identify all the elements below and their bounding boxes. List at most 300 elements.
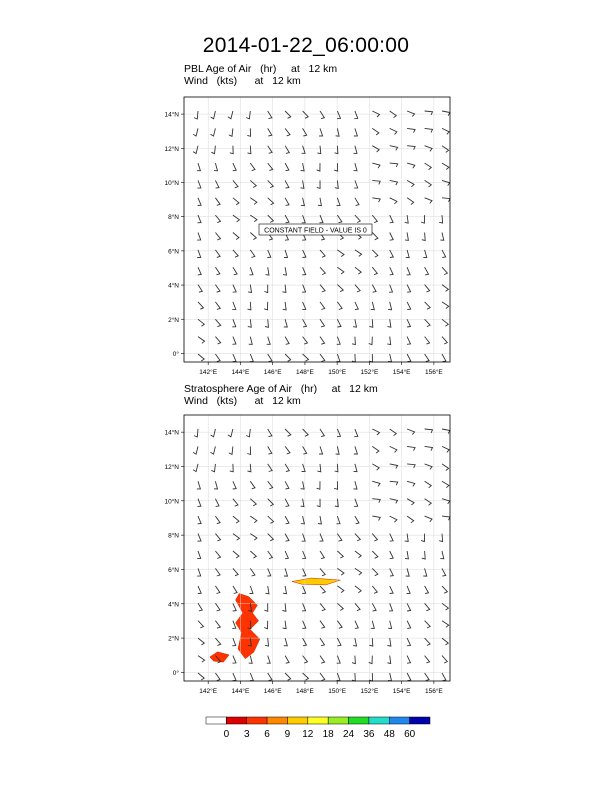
wind-barb	[285, 429, 291, 436]
wind-barb	[355, 516, 359, 524]
wind-barb	[233, 163, 237, 171]
wind-barb	[352, 656, 355, 664]
wind-barb	[425, 621, 431, 628]
wind-barb	[285, 499, 289, 507]
panel2-subtitle-line2: Wind (kts) at 12 km	[184, 395, 301, 407]
wind-barb	[285, 446, 290, 454]
x-tick-label: 148°E	[296, 369, 314, 376]
wind-barb	[390, 128, 397, 134]
wind-barb	[301, 180, 304, 188]
wind-barb	[442, 180, 450, 185]
wind-barb	[265, 319, 269, 327]
wind-barb	[233, 551, 239, 558]
wind-barb	[197, 499, 201, 507]
wind-barb	[425, 481, 432, 488]
colorbar-swatch	[328, 717, 348, 724]
y-tick-label: 8°N	[168, 214, 179, 222]
wind-barb	[390, 446, 397, 452]
wind-barb	[317, 464, 320, 472]
wind-barb	[285, 111, 291, 118]
wind-barb	[320, 285, 325, 292]
wind-barb	[193, 446, 198, 454]
x-tick-label: 148°E	[296, 688, 314, 695]
wind-barb	[354, 429, 358, 437]
wind-barb	[285, 516, 289, 524]
wind-barb	[372, 198, 380, 202]
colorbar-swatch	[267, 717, 287, 724]
colorbar-swatch	[247, 717, 267, 724]
colorbar-label: 3	[243, 729, 250, 740]
wind-barb	[354, 180, 358, 188]
wind-barb	[372, 586, 377, 593]
wind-barb	[247, 128, 250, 136]
wind-barb	[250, 198, 257, 205]
wind-barb	[355, 267, 361, 274]
wind-barb	[193, 128, 198, 136]
wind-barb	[425, 603, 430, 610]
wind-barb	[320, 111, 324, 119]
wind-barb	[267, 656, 271, 664]
wind-barb	[197, 233, 201, 241]
wind-barb	[232, 319, 236, 327]
wind-barb	[211, 111, 216, 119]
wind-barb	[250, 215, 257, 222]
wind-barb	[268, 673, 272, 681]
wind-barb	[390, 111, 397, 118]
wind-barb	[320, 354, 325, 362]
wind-barb	[371, 621, 375, 629]
wind-barb	[425, 337, 430, 345]
x-tick-label: 144°E	[231, 369, 250, 376]
colorbar-label: 9	[284, 729, 291, 740]
wind-barb	[250, 354, 254, 362]
wind-barb	[421, 534, 425, 542]
wind-barb	[425, 516, 432, 522]
wind-barb	[335, 499, 338, 507]
wind-barb	[390, 198, 397, 204]
constant-field-annotation	[259, 224, 372, 235]
wind-barb	[320, 429, 324, 437]
x-tick-label: 142°E	[199, 369, 218, 376]
wind-barb	[198, 516, 202, 524]
wind-barb	[198, 603, 202, 611]
wind-barb	[301, 163, 305, 171]
wind-barb	[215, 603, 220, 611]
wind-barb	[285, 551, 288, 559]
wind-barb	[355, 215, 360, 222]
wind-barb	[407, 354, 411, 362]
panel-2-plot	[164, 415, 450, 695]
wind-barb	[317, 499, 320, 507]
wind-barb	[407, 673, 411, 681]
wind-barb	[320, 337, 325, 345]
wind-barb	[233, 337, 237, 345]
wind-barb	[337, 111, 341, 119]
wind-barb	[407, 111, 415, 117]
wind-barb	[372, 146, 379, 152]
wind-barb	[285, 198, 289, 206]
wind-barb	[442, 302, 449, 309]
wind-barb	[198, 673, 204, 680]
wind-barb	[268, 128, 272, 136]
wind-barb	[442, 128, 449, 134]
wind-barb	[442, 319, 448, 326]
wind-barb	[425, 128, 433, 132]
wind-barb	[442, 198, 450, 202]
wind-barb	[388, 621, 392, 629]
wind-barb	[285, 337, 289, 345]
wind-barb	[354, 464, 358, 472]
wind-barb	[285, 534, 289, 542]
wind-barb	[198, 621, 204, 628]
wind-barb	[303, 319, 307, 327]
wind-barb	[249, 656, 253, 664]
wind-barb	[232, 621, 236, 629]
wind-barb	[215, 499, 219, 507]
wind-barb	[389, 603, 393, 611]
wind-barb	[355, 586, 361, 593]
wind-barb	[215, 673, 220, 681]
wind-barb	[337, 302, 342, 310]
annotation-text: CONSTANT FIELD - VALUE IS 0	[264, 227, 367, 235]
wind-barb	[372, 551, 378, 558]
colorbar-label: 0	[223, 729, 230, 740]
colorbar-swatch	[287, 717, 307, 724]
wind-barb	[264, 603, 267, 611]
wind-barb	[248, 146, 251, 154]
wind-barb	[442, 481, 449, 487]
wind-barb	[283, 586, 287, 594]
wind-barb	[320, 603, 325, 610]
wind-barb	[390, 551, 394, 559]
wind-barb	[388, 302, 392, 310]
wind-barb	[214, 163, 218, 171]
wind-barb	[317, 180, 320, 188]
wind-barb	[442, 146, 449, 153]
wind-barb	[250, 267, 254, 275]
wind-barb	[320, 656, 325, 664]
wind-barb	[335, 464, 338, 472]
page-title: 2014-01-22_06:00:00	[202, 34, 410, 57]
wind-barb	[215, 215, 220, 223]
wind-barb	[215, 621, 220, 629]
wind-barb	[405, 233, 408, 241]
wind-barb	[198, 319, 204, 326]
wind-barb	[439, 215, 442, 223]
wind-barb	[285, 128, 290, 136]
wind-barb	[303, 128, 307, 136]
wind-barb	[248, 302, 251, 310]
colorbar-swatch	[308, 717, 328, 724]
colorbar-label: 48	[383, 729, 395, 740]
wind-barb	[337, 285, 343, 292]
wind-barb	[442, 603, 448, 610]
colorbar-label: 24	[342, 729, 355, 740]
wind-barb	[301, 481, 305, 489]
wind-barb	[215, 180, 219, 188]
wind-barb	[214, 481, 218, 489]
y-tick-label: 2°N	[168, 316, 179, 324]
wind-barb	[407, 163, 415, 168]
wind-barb	[285, 481, 289, 489]
wind-barb	[284, 638, 288, 646]
wind-barb	[425, 198, 432, 204]
colorbar	[206, 717, 430, 740]
y-tick-label: 4°N	[168, 282, 179, 290]
wind-barb	[387, 656, 390, 664]
wind-barb	[250, 586, 254, 594]
wind-barb	[233, 673, 236, 681]
y-tick-label: 14°N	[164, 111, 179, 119]
wind-barb	[194, 111, 198, 119]
wind-barb	[355, 551, 361, 558]
wind-barb	[211, 446, 216, 454]
wind-barb	[387, 638, 391, 646]
wind-barb	[228, 429, 233, 437]
wind-barb	[320, 534, 324, 542]
wind-barb	[352, 673, 355, 681]
wind-barb	[320, 621, 325, 629]
wind-barb	[250, 499, 256, 506]
x-tick-label: 152°E	[360, 369, 379, 376]
wind-barb	[320, 215, 324, 223]
wind-barb	[335, 146, 338, 154]
wind-barb	[442, 163, 449, 169]
wind-barb	[215, 302, 220, 310]
wind-barb	[250, 673, 254, 681]
wind-barb	[301, 516, 305, 524]
wind-barb	[285, 464, 289, 472]
wind-barb	[233, 499, 238, 507]
wind-barb	[215, 551, 220, 559]
panel1-subtitle-line2: Wind (kts) at 12 km	[184, 75, 301, 87]
wind-barb	[337, 319, 341, 327]
wind-barb	[194, 429, 198, 437]
wind-barb	[282, 603, 286, 611]
wind-barb	[197, 481, 201, 489]
wind-barb	[198, 534, 202, 542]
wind-barb	[390, 233, 394, 241]
wind-barb	[197, 551, 201, 559]
wind-barb	[407, 656, 411, 664]
wind-barb	[407, 319, 410, 327]
wind-barb	[425, 354, 430, 362]
wind-barb	[303, 673, 309, 680]
colorbar-swatch	[349, 717, 369, 724]
wind-barb	[302, 586, 306, 594]
wind-barb	[285, 180, 289, 188]
colorbar-swatch	[226, 717, 246, 724]
wind-barb	[233, 481, 237, 489]
wind-barb	[230, 146, 233, 154]
wind-barb	[407, 285, 411, 293]
wind-barb	[407, 146, 415, 150]
wind-barb	[440, 233, 443, 241]
wind-barb	[247, 446, 250, 454]
wind-barb	[285, 656, 289, 664]
y-tick-label: 6°N	[168, 566, 179, 574]
wind-barb	[285, 215, 289, 223]
wind-barb	[337, 603, 343, 610]
wind-barb	[250, 180, 256, 187]
wind-barb	[285, 146, 289, 154]
filled-region-3	[292, 578, 340, 585]
wind-barb	[371, 302, 375, 310]
wind-barb	[355, 302, 358, 310]
wind-barb	[233, 215, 240, 222]
wind-barb	[355, 285, 360, 292]
wind-barb	[407, 621, 411, 629]
panel2-subtitle-line1: Stratosphere Age of Air (hr) at 12 km	[184, 383, 378, 395]
wind-barb	[425, 499, 432, 506]
y-tick-label: 4°N	[168, 601, 179, 609]
wind-barb	[352, 354, 355, 362]
colorbar-swatch	[410, 717, 430, 724]
wind-barb	[233, 656, 237, 664]
wind-barb	[268, 146, 272, 154]
wind-barb	[248, 319, 252, 327]
wind-barb	[369, 638, 372, 646]
wind-barb	[354, 481, 358, 489]
wind-barb	[442, 429, 450, 434]
wind-barb	[320, 319, 325, 327]
wind-barb	[387, 337, 390, 345]
filled-region-1	[236, 593, 260, 658]
wind-barb	[318, 516, 322, 524]
wind-barb	[233, 354, 236, 362]
wind-barb	[442, 638, 448, 645]
wind-barb	[215, 354, 220, 362]
wind-barb	[264, 621, 268, 629]
wind-barb	[425, 586, 429, 594]
wind-barb	[407, 481, 415, 486]
wind-barb	[372, 267, 377, 275]
wind-barb	[369, 319, 372, 327]
wind-barb	[407, 516, 414, 523]
wind-barb	[425, 285, 430, 292]
wind-barb	[407, 337, 411, 345]
wind-barb	[319, 446, 323, 454]
wind-barb	[337, 586, 344, 593]
wind-barb	[390, 180, 398, 185]
wind-barb	[215, 337, 220, 344]
wind-barb	[353, 638, 356, 646]
wind-barb	[284, 319, 288, 327]
wind-barb	[407, 586, 411, 594]
wind-barb	[407, 128, 415, 132]
wind-barb	[442, 586, 447, 593]
y-tick-label: 6°N	[168, 248, 179, 256]
wind-barb	[407, 446, 415, 450]
wind-barb	[442, 656, 447, 663]
wind-barb	[198, 267, 201, 275]
wind-barb	[268, 464, 272, 472]
wind-barb	[421, 215, 425, 223]
wind-barb	[425, 673, 430, 681]
wind-barb	[390, 516, 397, 522]
wind-barb	[229, 446, 233, 454]
colorbar-swatch	[206, 717, 226, 724]
wind-barb	[302, 302, 306, 310]
wind-barb	[442, 516, 450, 520]
wind-barb	[337, 429, 341, 437]
wind-barb	[425, 638, 431, 645]
wind-barb	[198, 586, 201, 594]
wind-barb	[425, 656, 430, 663]
wind-barb	[354, 111, 358, 119]
wind-barb	[354, 128, 358, 136]
wind-barb	[354, 163, 358, 171]
x-tick-label: 154°E	[392, 688, 411, 695]
wind-barb	[215, 638, 220, 646]
wind-barb	[407, 464, 415, 468]
y-tick-label: 10°N	[164, 179, 179, 187]
x-tick-label: 156°E	[424, 688, 443, 695]
wind-barb	[320, 638, 325, 646]
wind-barb	[198, 638, 204, 645]
wind-barb	[337, 267, 344, 274]
wind-barb	[407, 499, 414, 505]
wind-barb	[302, 146, 306, 154]
wind-barb	[264, 302, 268, 310]
wind-barb	[407, 603, 411, 611]
wind-barb	[268, 354, 272, 362]
wind-barb	[372, 516, 380, 520]
wind-barb	[198, 354, 204, 361]
wind-barb	[372, 233, 378, 240]
wind-barb	[268, 111, 272, 119]
wind-barb	[233, 267, 237, 275]
wind-barb	[193, 146, 198, 154]
wind-barb	[233, 180, 238, 188]
wind-barb	[198, 285, 202, 293]
wind-barb	[303, 429, 309, 436]
wind-barb	[264, 285, 267, 293]
wind-barb	[390, 163, 398, 167]
colorbar-label: 6	[264, 729, 270, 740]
wind-barb	[355, 534, 360, 541]
wind-barb	[250, 551, 256, 558]
wind-barb	[197, 163, 201, 171]
wind-barb	[372, 285, 376, 293]
wind-barb	[232, 302, 236, 310]
wind-barb	[390, 586, 393, 594]
wind-barb	[198, 302, 204, 309]
wind-barb	[422, 233, 425, 241]
wind-barb	[320, 586, 325, 593]
wind-barb	[442, 464, 449, 471]
wind-barb	[405, 551, 408, 559]
wind-barb	[197, 180, 201, 188]
wind-barb	[268, 551, 273, 559]
wind-barb	[303, 111, 309, 118]
wind-barb	[337, 551, 343, 558]
y-tick-label: 2°N	[168, 635, 179, 643]
wind-barb	[442, 354, 446, 362]
wind-barb	[198, 656, 205, 663]
y-tick-label: 12°N	[164, 463, 179, 471]
wind-barb	[372, 603, 376, 611]
wind-barb	[285, 354, 291, 361]
wind-barb	[355, 603, 360, 610]
wind-barb	[442, 673, 446, 681]
wind-barb	[198, 215, 202, 223]
wind-barb	[301, 499, 304, 507]
wind-barb	[317, 163, 320, 171]
wind-barb	[268, 481, 273, 489]
x-tick-label: 152°E	[360, 688, 379, 695]
wind-barb	[442, 285, 448, 292]
